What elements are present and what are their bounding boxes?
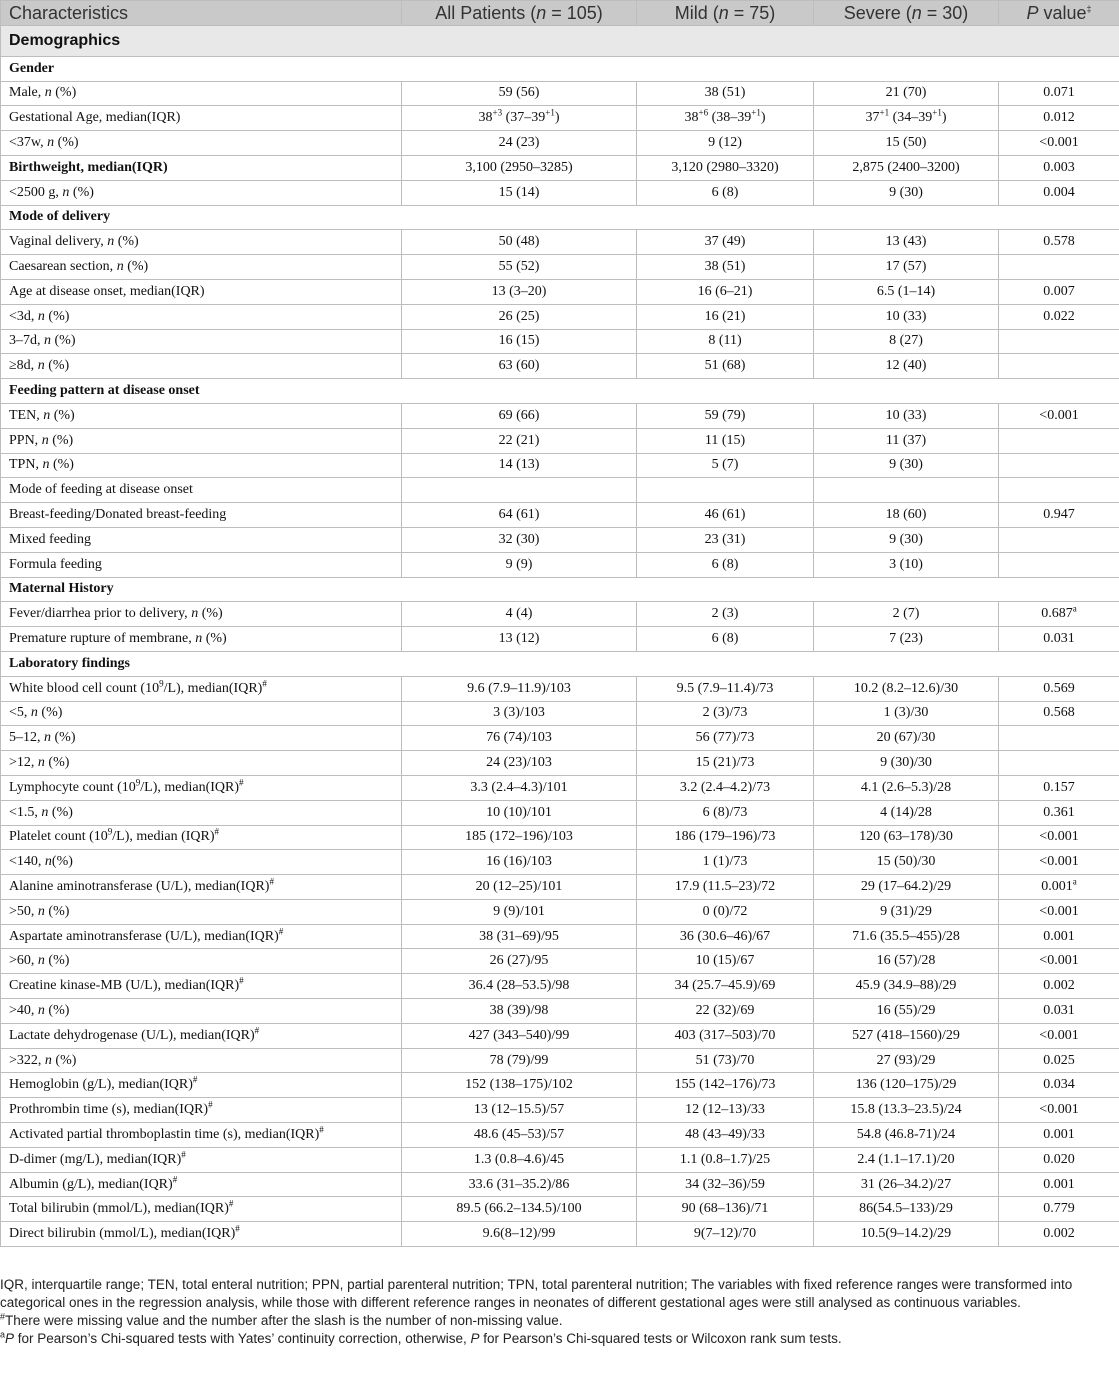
cell-severe: 3 (10) bbox=[814, 552, 999, 577]
table-footnotes bbox=[0, 1276, 1112, 1348]
cell-mild: 59 (79) bbox=[637, 403, 814, 428]
cell-severe: 9 (30) bbox=[814, 180, 999, 205]
cell-all: 63 (60) bbox=[402, 354, 637, 379]
cell-severe: $37^{+1}$ $(34-39^{+1})$ bbox=[814, 106, 999, 131]
cell-p-value bbox=[999, 726, 1119, 751]
group-label: Mode of delivery bbox=[1, 205, 1119, 230]
cell-severe: 9 (30) bbox=[814, 527, 999, 552]
cell-p-value: <0.001 bbox=[999, 949, 1119, 974]
group-row bbox=[1, 56, 1119, 81]
table-row bbox=[1, 775, 1119, 800]
cell-p-value bbox=[999, 255, 1119, 280]
cell-p-value bbox=[999, 478, 1119, 503]
cell-p-value: 0.157 bbox=[999, 775, 1119, 800]
cell-p-value bbox=[999, 428, 1119, 453]
cell-all: 16 (15) bbox=[402, 329, 637, 354]
cell-mild: 11 (15) bbox=[637, 428, 814, 453]
table-row bbox=[1, 924, 1119, 949]
cell-severe: 527 (418–1560)/29 bbox=[814, 1023, 999, 1048]
row-label: D-dimer (mg/L), median(IQR)# bbox=[1, 1147, 402, 1172]
cell-all: 20 (12–25)/101 bbox=[402, 875, 637, 900]
row-label: <5, n (%) bbox=[1, 701, 402, 726]
cell-all: 78 (79)/99 bbox=[402, 1048, 637, 1073]
cell-all: 55 (52) bbox=[402, 255, 637, 280]
cell-severe: 13 (43) bbox=[814, 230, 999, 255]
row-label: Vaginal delivery, n (%) bbox=[1, 230, 402, 255]
cell-severe: 15 (50) bbox=[814, 131, 999, 156]
cell-mild: 46 (61) bbox=[637, 503, 814, 528]
row-label: White blood cell count $(10^9/L)$, median(IQR)# bbox=[1, 676, 402, 701]
cell-all: 16 (16)/103 bbox=[402, 850, 637, 875]
cell-all: 76 (74)/103 bbox=[402, 726, 637, 751]
cell-all bbox=[402, 478, 637, 503]
cell-mild: 48 (43–49)/33 bbox=[637, 1123, 814, 1148]
table-row bbox=[1, 1197, 1119, 1222]
table-row bbox=[1, 403, 1119, 428]
cell-all: 38 (31–69)/95 bbox=[402, 924, 637, 949]
row-label: Mode of feeding at disease onset bbox=[1, 478, 402, 503]
cell-p-value: 0.001 bbox=[999, 1123, 1119, 1148]
cell-all: 1.3 (0.8–4.6)/45 bbox=[402, 1147, 637, 1172]
row-label: Caesarean section, n (%) bbox=[1, 255, 402, 280]
cell-severe: 15 (50)/30 bbox=[814, 850, 999, 875]
table-row bbox=[1, 850, 1119, 875]
cell-mild: 17.9 (11.5–23)/72 bbox=[637, 875, 814, 900]
row-label: Aspartate aminotransferase (U/L), median(IQR)# bbox=[1, 924, 402, 949]
footnote-p-test: $^a$P for Pearson’s Chi-squared tests with Yates’ continuity correction, otherwise, P for Pearson’s Chi-squared tests or Wilcoxon rank sum tests. bbox=[0, 1329, 842, 1346]
cell-severe: 86(54.5–133)/29 bbox=[814, 1197, 999, 1222]
row-label: Prothrombin time (s), median(IQR)# bbox=[1, 1098, 402, 1123]
cell-p-value: 0.012 bbox=[999, 106, 1119, 131]
group-label: Feeding pattern at disease onset bbox=[1, 379, 1119, 404]
cell-all: 9.6(8–12)/99 bbox=[402, 1222, 637, 1247]
cell-all: 13 (3–20) bbox=[402, 279, 637, 304]
cell-p-value: 0.031 bbox=[999, 627, 1119, 652]
table-row bbox=[1, 304, 1119, 329]
cell-p-value: 0.569 bbox=[999, 676, 1119, 701]
cell-severe: 54.8 (46.8-71)/24 bbox=[814, 1123, 999, 1148]
table-row bbox=[1, 180, 1119, 205]
cell-p-value bbox=[999, 751, 1119, 776]
cell-severe: 2.4 (1.1–17.1)/20 bbox=[814, 1147, 999, 1172]
cell-mild: 403 (317–503)/70 bbox=[637, 1023, 814, 1048]
cell-severe: 8 (27) bbox=[814, 329, 999, 354]
cell-p-value bbox=[999, 552, 1119, 577]
row-label: <3d, n (%) bbox=[1, 304, 402, 329]
cell-mild: 155 (142–176)/73 bbox=[637, 1073, 814, 1098]
cell-mild: 6 (8) bbox=[637, 180, 814, 205]
cell-all: 3.3 (2.4–4.3)/101 bbox=[402, 775, 637, 800]
cell-mild: 6 (8)/73 bbox=[637, 800, 814, 825]
header-characteristics: Characteristics bbox=[1, 1, 402, 26]
header-severe: Severe (n = 30) bbox=[814, 1, 999, 26]
table-row bbox=[1, 453, 1119, 478]
cell-severe: 20 (67)/30 bbox=[814, 726, 999, 751]
footnote-abbreviations: IQR, interquartile range; TEN, total enteral nutrition; PPN, partial parenteral nutrition; TPN, total parenteral nutrition; The variables with fixed reference ranges were transformed into categorical ones in the regression analysis, while those with different reference ranges in neonates of different gestational ages were still analysed as continuous variables. bbox=[0, 1277, 1073, 1310]
group-row bbox=[1, 577, 1119, 602]
cell-p-value: <0.001 bbox=[999, 131, 1119, 156]
cell-severe: 16 (57)/28 bbox=[814, 949, 999, 974]
row-label: Direct bilirubin (mmol/L), median(IQR)# bbox=[1, 1222, 402, 1247]
cell-severe: 29 (17–64.2)/29 bbox=[814, 875, 999, 900]
cell-all: 64 (61) bbox=[402, 503, 637, 528]
table-row bbox=[1, 974, 1119, 999]
section-demographics bbox=[1, 25, 1119, 56]
row-label: Platelet count $(10^9/L)$, median (IQR)# bbox=[1, 825, 402, 850]
cell-all: 69 (66) bbox=[402, 403, 637, 428]
cell-severe: 6.5 (1–14) bbox=[814, 279, 999, 304]
cell-mild: 51 (68) bbox=[637, 354, 814, 379]
cell-all: 33.6 (31–35.2)/86 bbox=[402, 1172, 637, 1197]
cell-severe: 120 (63–178)/30 bbox=[814, 825, 999, 850]
cell-severe: 9 (31)/29 bbox=[814, 899, 999, 924]
cell-all: 9 (9)/101 bbox=[402, 899, 637, 924]
group-row bbox=[1, 379, 1119, 404]
cell-mild: 6 (8) bbox=[637, 552, 814, 577]
cell-p-value: 0.007 bbox=[999, 279, 1119, 304]
table-row bbox=[1, 106, 1119, 131]
row-label: Mixed feeding bbox=[1, 527, 402, 552]
cell-mild: 36 (30.6–46)/67 bbox=[637, 924, 814, 949]
cell-severe: 10.5(9–14.2)/29 bbox=[814, 1222, 999, 1247]
row-label: ≥8d, n (%) bbox=[1, 354, 402, 379]
table-row bbox=[1, 1098, 1119, 1123]
cell-mild: 23 (31) bbox=[637, 527, 814, 552]
table-row bbox=[1, 354, 1119, 379]
table-row bbox=[1, 155, 1119, 180]
cell-p-value: <0.001 bbox=[999, 403, 1119, 428]
group-label: Laboratory findings bbox=[1, 651, 1119, 676]
row-label: Formula feeding bbox=[1, 552, 402, 577]
table-row bbox=[1, 602, 1119, 627]
cell-mild: 90 (68–136)/71 bbox=[637, 1197, 814, 1222]
cell-p-value: 0.568 bbox=[999, 701, 1119, 726]
cell-all: 9 (9) bbox=[402, 552, 637, 577]
table-row bbox=[1, 1023, 1119, 1048]
cell-severe: 12 (40) bbox=[814, 354, 999, 379]
cell-p-value: <0.001 bbox=[999, 850, 1119, 875]
row-label: Albumin (g/L), median(IQR)# bbox=[1, 1172, 402, 1197]
table-row bbox=[1, 627, 1119, 652]
table-row bbox=[1, 279, 1119, 304]
table-row bbox=[1, 478, 1119, 503]
table-row bbox=[1, 999, 1119, 1024]
row-label: >60, n (%) bbox=[1, 949, 402, 974]
cell-mild: 2 (3)/73 bbox=[637, 701, 814, 726]
cell-all: 89.5 (66.2–134.5)/100 bbox=[402, 1197, 637, 1222]
cell-all: 26 (25) bbox=[402, 304, 637, 329]
cell-all: 36.4 (28–53.5)/98 bbox=[402, 974, 637, 999]
cell-all: 185 (172–196)/103 bbox=[402, 825, 637, 850]
row-label: <37w, n (%) bbox=[1, 131, 402, 156]
cell-p-value: <0.001 bbox=[999, 899, 1119, 924]
row-label: TEN, n (%) bbox=[1, 403, 402, 428]
cell-severe bbox=[814, 478, 999, 503]
cell-severe: 10 (33) bbox=[814, 304, 999, 329]
cell-mild: 9.5 (7.9–11.4)/73 bbox=[637, 676, 814, 701]
table-row bbox=[1, 751, 1119, 776]
cell-all: 10 (10)/101 bbox=[402, 800, 637, 825]
cell-severe: 4.1 (2.6–5.3)/28 bbox=[814, 775, 999, 800]
cell-p-value: <0.001 bbox=[999, 1098, 1119, 1123]
cell-p-value bbox=[999, 354, 1119, 379]
cell-p-value: 0.002 bbox=[999, 1222, 1119, 1247]
row-label: Alanine aminotransferase (U/L), median(IQR)# bbox=[1, 875, 402, 900]
table-row bbox=[1, 1073, 1119, 1098]
row-label: Fever/diarrhea prior to delivery, n (%) bbox=[1, 602, 402, 627]
cell-severe: 45.9 (34.9–88)/29 bbox=[814, 974, 999, 999]
header-all-patients: All Patients (n = 105) bbox=[402, 1, 637, 26]
cell-all: $38^{+3}$ $(37-39^{+1})$ bbox=[402, 106, 637, 131]
cell-all: 152 (138–175)/102 bbox=[402, 1073, 637, 1098]
cell-severe: 1 (3)/30 bbox=[814, 701, 999, 726]
cell-severe: 2,875 (2400–3200) bbox=[814, 155, 999, 180]
cell-p-value: 0.001 bbox=[999, 1172, 1119, 1197]
group-label: Gender bbox=[1, 56, 1119, 81]
table-row bbox=[1, 552, 1119, 577]
cell-p-value: 0.001 bbox=[999, 924, 1119, 949]
cell-mild: 15 (21)/73 bbox=[637, 751, 814, 776]
cell-all: 48.6 (45–53)/57 bbox=[402, 1123, 637, 1148]
cell-mild: 5 (7) bbox=[637, 453, 814, 478]
cell-mild: 22 (32)/69 bbox=[637, 999, 814, 1024]
cell-mild: 3.2 (2.4–4.2)/73 bbox=[637, 775, 814, 800]
table-row bbox=[1, 1222, 1119, 1247]
cell-severe: 17 (57) bbox=[814, 255, 999, 280]
cell-p-value bbox=[999, 527, 1119, 552]
table-row bbox=[1, 1048, 1119, 1073]
cell-severe: 15.8 (13.3–23.5)/24 bbox=[814, 1098, 999, 1123]
row-label: Lymphocyte count $(10^9/L)$, median(IQR)# bbox=[1, 775, 402, 800]
cell-all: 24 (23)/103 bbox=[402, 751, 637, 776]
cell-mild: 8 (11) bbox=[637, 329, 814, 354]
cell-severe: 16 (55)/29 bbox=[814, 999, 999, 1024]
cell-mild: 1 (1)/73 bbox=[637, 850, 814, 875]
cell-severe: 7 (23) bbox=[814, 627, 999, 652]
row-label: Male, n (%) bbox=[1, 81, 402, 106]
cell-mild bbox=[637, 478, 814, 503]
group-label: Maternal History bbox=[1, 577, 1119, 602]
cell-p-value: <0.001 bbox=[999, 825, 1119, 850]
cell-all: 22 (21) bbox=[402, 428, 637, 453]
table-row bbox=[1, 701, 1119, 726]
cell-p-value bbox=[999, 453, 1119, 478]
cell-mild: 3,120 (2980–3320) bbox=[637, 155, 814, 180]
cell-all: 59 (56) bbox=[402, 81, 637, 106]
table-row bbox=[1, 949, 1119, 974]
cell-all: 14 (13) bbox=[402, 453, 637, 478]
header-mild: Mild (n = 75) bbox=[637, 1, 814, 26]
table-row bbox=[1, 81, 1119, 106]
cell-mild: 16 (21) bbox=[637, 304, 814, 329]
table-row bbox=[1, 726, 1119, 751]
row-label: Birthweight, median(IQR) bbox=[1, 155, 402, 180]
group-row bbox=[1, 205, 1119, 230]
cell-p-value: 0.002 bbox=[999, 974, 1119, 999]
cell-all: 3,100 (2950–3285) bbox=[402, 155, 637, 180]
cell-p-value: 0.947 bbox=[999, 503, 1119, 528]
row-label: >50, n (%) bbox=[1, 899, 402, 924]
table-row bbox=[1, 503, 1119, 528]
cell-mild: 16 (6–21) bbox=[637, 279, 814, 304]
cell-p-value: 0.001$^a$ bbox=[999, 875, 1119, 900]
cell-mild: 12 (12–13)/33 bbox=[637, 1098, 814, 1123]
cell-p-value: <0.001 bbox=[999, 1023, 1119, 1048]
cell-mild: 56 (77)/73 bbox=[637, 726, 814, 751]
cell-all: 9.6 (7.9–11.9)/103 bbox=[402, 676, 637, 701]
cell-mild: 186 (179–196)/73 bbox=[637, 825, 814, 850]
table-row bbox=[1, 428, 1119, 453]
cell-severe: 9 (30) bbox=[814, 453, 999, 478]
row-label: Breast-feeding/Donated breast-feeding bbox=[1, 503, 402, 528]
table-row bbox=[1, 527, 1119, 552]
cell-p-value: 0.687$^a$ bbox=[999, 602, 1119, 627]
row-label: Premature rupture of membrane, n (%) bbox=[1, 627, 402, 652]
table-row bbox=[1, 825, 1119, 850]
row-label: >322, n (%) bbox=[1, 1048, 402, 1073]
cell-p-value bbox=[999, 329, 1119, 354]
row-label: 3–7d, n (%) bbox=[1, 329, 402, 354]
cell-mild: 2 (3) bbox=[637, 602, 814, 627]
cell-p-value: 0.003 bbox=[999, 155, 1119, 180]
cell-mild: 6 (8) bbox=[637, 627, 814, 652]
cell-severe: 9 (30)/30 bbox=[814, 751, 999, 776]
table-header-row bbox=[1, 1, 1119, 26]
row-label: >12, n (%) bbox=[1, 751, 402, 776]
row-label: Age at disease onset, median(IQR) bbox=[1, 279, 402, 304]
cell-severe: 71.6 (35.5–455)/28 bbox=[814, 924, 999, 949]
cell-all: 13 (12–15.5)/57 bbox=[402, 1098, 637, 1123]
cell-all: 38 (39)/98 bbox=[402, 999, 637, 1024]
cell-severe: 27 (93)/29 bbox=[814, 1048, 999, 1073]
cell-all: 3 (3)/103 bbox=[402, 701, 637, 726]
cell-severe: 31 (26–34.2)/27 bbox=[814, 1172, 999, 1197]
table-row bbox=[1, 800, 1119, 825]
row-label: 5–12, n (%) bbox=[1, 726, 402, 751]
section-label: Demographics bbox=[1, 25, 1119, 56]
cell-mild: 37 (49) bbox=[637, 230, 814, 255]
cell-all: 13 (12) bbox=[402, 627, 637, 652]
group-row bbox=[1, 651, 1119, 676]
cell-mild: 0 (0)/72 bbox=[637, 899, 814, 924]
table-row bbox=[1, 875, 1119, 900]
cell-all: 50 (48) bbox=[402, 230, 637, 255]
footnote-missing: #There were missing value and the number after the slash is the number of non-missing value. bbox=[0, 1311, 563, 1328]
table-row bbox=[1, 676, 1119, 701]
cell-all: 15 (14) bbox=[402, 180, 637, 205]
table-row bbox=[1, 329, 1119, 354]
row-label: PPN, n (%) bbox=[1, 428, 402, 453]
row-label: Hemoglobin (g/L), median(IQR)# bbox=[1, 1073, 402, 1098]
table-row bbox=[1, 899, 1119, 924]
cell-p-value: 0.578 bbox=[999, 230, 1119, 255]
cell-p-value: 0.779 bbox=[999, 1197, 1119, 1222]
row-label: Gestational Age, median(IQR) bbox=[1, 106, 402, 131]
cell-mild: 34 (32–36)/59 bbox=[637, 1172, 814, 1197]
row-label: <1.5, n (%) bbox=[1, 800, 402, 825]
cell-mild: 9 (12) bbox=[637, 131, 814, 156]
cell-p-value: 0.031 bbox=[999, 999, 1119, 1024]
cell-p-value: 0.020 bbox=[999, 1147, 1119, 1172]
cell-mild: 10 (15)/67 bbox=[637, 949, 814, 974]
table-row bbox=[1, 131, 1119, 156]
table-row bbox=[1, 1172, 1119, 1197]
table-row bbox=[1, 255, 1119, 280]
cell-severe: 2 (7) bbox=[814, 602, 999, 627]
row-label: <140, n(%) bbox=[1, 850, 402, 875]
cell-all: 24 (23) bbox=[402, 131, 637, 156]
row-label: TPN, n (%) bbox=[1, 453, 402, 478]
table-row bbox=[1, 230, 1119, 255]
cell-p-value: 0.025 bbox=[999, 1048, 1119, 1073]
row-label: Total bilirubin (mmol/L), median(IQR)# bbox=[1, 1197, 402, 1222]
cell-p-value: 0.071 bbox=[999, 81, 1119, 106]
cell-all: 4 (4) bbox=[402, 602, 637, 627]
cell-mild: 51 (73)/70 bbox=[637, 1048, 814, 1073]
cell-severe: 4 (14)/28 bbox=[814, 800, 999, 825]
cell-p-value: 0.004 bbox=[999, 180, 1119, 205]
cell-all: 427 (343–540)/99 bbox=[402, 1023, 637, 1048]
row-label: Creatine kinase-MB (U/L), median(IQR)# bbox=[1, 974, 402, 999]
cell-severe: 10 (33) bbox=[814, 403, 999, 428]
cell-mild: 38 (51) bbox=[637, 255, 814, 280]
cell-mild: $38^{+6}$ $(38-39^{+1})$ bbox=[637, 106, 814, 131]
cell-mild: 38 (51) bbox=[637, 81, 814, 106]
cell-p-value: 0.034 bbox=[999, 1073, 1119, 1098]
cell-all: 32 (30) bbox=[402, 527, 637, 552]
cell-severe: 18 (60) bbox=[814, 503, 999, 528]
cell-severe: 21 (70) bbox=[814, 81, 999, 106]
cell-mild: 34 (25.7–45.9)/69 bbox=[637, 974, 814, 999]
cell-all: 26 (27)/95 bbox=[402, 949, 637, 974]
row-label: >40, n (%) bbox=[1, 999, 402, 1024]
row-label: Lactate dehydrogenase (U/L), median(IQR)# bbox=[1, 1023, 402, 1048]
cell-p-value: 0.022 bbox=[999, 304, 1119, 329]
row-label: <2500 g, n (%) bbox=[1, 180, 402, 205]
cell-severe: 10.2 (8.2–12.6)/30 bbox=[814, 676, 999, 701]
cell-mild: 9(7–12)/70 bbox=[637, 1222, 814, 1247]
cell-p-value: 0.361 bbox=[999, 800, 1119, 825]
table-row bbox=[1, 1123, 1119, 1148]
cell-severe: 136 (120–175)/29 bbox=[814, 1073, 999, 1098]
cell-mild: 1.1 (0.8–1.7)/25 bbox=[637, 1147, 814, 1172]
cell-severe: 11 (37) bbox=[814, 428, 999, 453]
header-p-value: P value‡ bbox=[999, 1, 1119, 26]
row-label: Activated partial thromboplastin time (s), median(IQR)# bbox=[1, 1123, 402, 1148]
table-row bbox=[1, 1147, 1119, 1172]
